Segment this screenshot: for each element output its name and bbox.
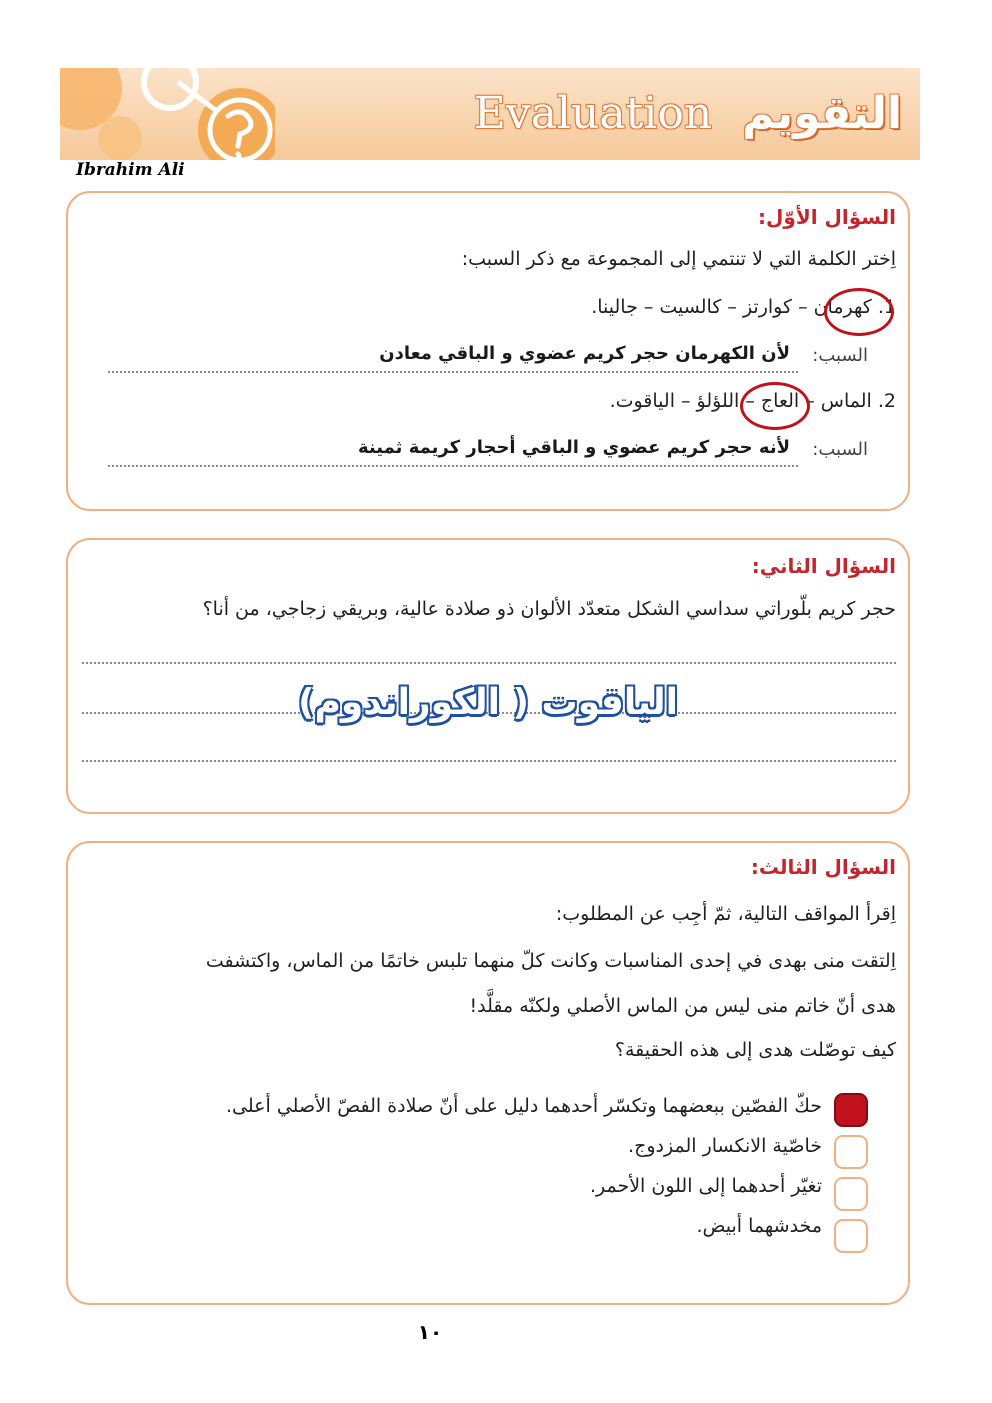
worksheet-page [60,68,920,1318]
option-1-text: حكّ الفصّين ببعضهما وتكسّر أحدهما دليل على أنّ صلادة الفصّ الأصلي أعلى. [226,1095,822,1117]
option-3-text: تغيّر أحدهما إلى اللون الأحمر. [589,1175,822,1197]
reason-1-label: السبب: [812,345,868,366]
answer-circle-2 [740,382,810,430]
option-3-checkbox[interactable] [834,1177,868,1211]
question-1-title: السؤال الأوّل: [758,205,896,229]
option-4-text: مخدشهما أبيض. [696,1215,822,1237]
option-1-checkbox[interactable] [834,1093,868,1127]
question-3-panel [66,841,910,1305]
question-1-item-2: 2. الماس – العاج – اللؤلؤ – الياقوت. [609,390,896,412]
question-1-panel [66,191,910,511]
title-row [474,78,902,148]
question-1-instruction: اِختر الكلمة التي لا تنتمي إلى المجموعة مع ذكر السبب: [461,248,896,270]
option-4-checkbox[interactable] [834,1219,868,1253]
question-3-paragraph-2: هدى أنّ خاتم منى ليس من الماس الأصلي ولكنّه مقلَّد! [469,995,896,1017]
question-2-answer: الياقوت ( الكوراندوم) [298,682,678,723]
question-3-question: كيف توصّلت هدى إلى هذه الحقيقة؟ [614,1039,896,1061]
question-2-text: حجر كريم بلّوراتي سداسي الشكل متعدّد الألوان ذو صلادة عالية، وبريقي زجاجي، من أنا؟ [202,598,896,620]
answer-circle-1 [824,288,894,336]
question-1-item-1: 1. كهرمان – كوارتز – كالسيت – جالينا. [591,296,896,318]
header-band [60,68,920,160]
page-number: ١٠ [417,1320,443,1344]
title-arabic: التقويم [742,87,902,139]
reason-1-answer: لأن الكهرمان حجر كريم عضوي و الباقي معادن [379,343,790,364]
question-3-instruction: اِقرأ المواقف التالية، ثمّ أجِب عن المطلوب: [555,903,896,925]
answer-dotted-line-1 [82,662,896,664]
molecule-decoration-icon [60,68,275,160]
question-2-panel [66,538,910,814]
question-3-title: السؤال الثالث: [750,855,896,879]
question-2-title: السؤال الثاني: [751,554,896,578]
reason-2-dotted-line [108,465,798,467]
reason-2-label: السبب: [812,439,868,460]
title-english: Evaluation [473,87,713,139]
question-3-paragraph-1: اِلتقت منى بهدى في إحدى المناسبات وكانت كلّ منهما تلبس خاتمًا من الماس، واكتشفت [205,950,896,972]
option-2-checkbox[interactable] [834,1135,868,1169]
reason-1-dotted-line [108,371,798,373]
option-2-text: خاصّية الانكسار المزدوج. [628,1135,822,1157]
answer-dotted-line-3 [82,760,896,762]
reason-2-answer: لأنه حجر كريم عضوي و الباقي أحجار كريمة ثمينة [357,437,790,458]
author-name: Ibrahim Ali [76,160,185,180]
